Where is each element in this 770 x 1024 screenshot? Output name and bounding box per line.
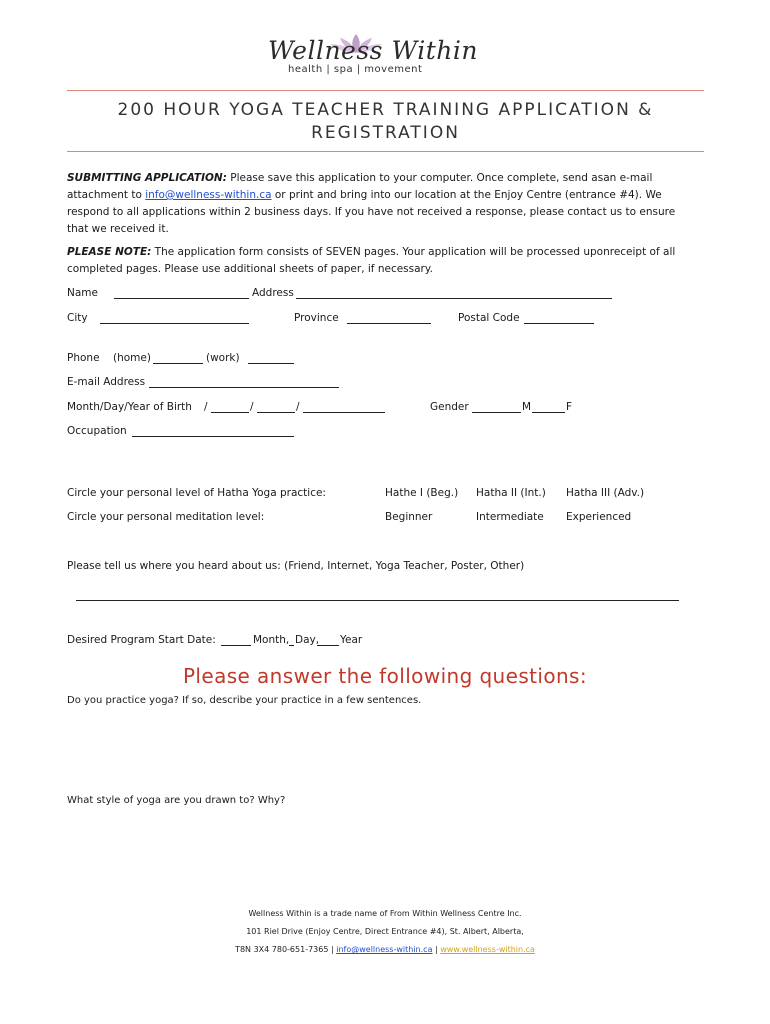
occupation-field[interactable] [132,425,294,437]
phone-home-label: (home) [113,352,151,364]
email-link[interactable]: info@wellness-within.ca [145,189,272,201]
email-address-field[interactable] [149,376,339,388]
footer-website-link[interactable]: www.wellness-within.ca [440,945,535,954]
footer-address-phone: T8N 3X4 780-651-7365 | [235,945,337,954]
occupation-label: Occupation [67,425,127,437]
phone-work-field[interactable] [248,352,294,364]
footer-email-link[interactable]: info@wellness-within.ca [336,945,433,954]
submitting-text-1: Please save this application to your computer. Once complete, send asan e-mail attachment to [67,172,653,201]
meditation-option-1[interactable]: Beginner [385,511,433,523]
footer-separator: | [432,945,441,954]
submitting-label: SUBMITTING APPLICATION: [67,172,227,184]
gender-field[interactable] [472,401,521,413]
questions-heading: Please answer the following questions: [182,664,588,688]
note-label: PLEASE NOTE: [67,246,152,258]
start-month-field[interactable] [221,634,251,646]
birth-label: Month/Day/Year of Birth [67,401,192,413]
gender-m-field[interactable] [532,401,565,413]
birth-year-field[interactable] [303,401,385,413]
address-label: Address [252,287,294,299]
hatha-option-2[interactable]: Hatha II (Int.) [476,487,546,499]
phone-home-field[interactable] [153,352,203,364]
city-label: City [67,312,88,324]
city-field[interactable] [100,312,249,324]
page-title: 200 HOUR YOGA TEACHER TRAINING APPLICATION & REGISTRATION [117,100,654,143]
phone-label: Phone [67,352,100,364]
logo-tagline: health | spa | movement [288,64,423,75]
answer-1-area[interactable] [67,712,699,782]
logo [268,32,478,80]
postal-code-label: Postal Code [458,312,520,324]
heard-about-label: Please tell us where you heard about us: (Friend, Internet, Yoga Teacher, Poster, Other) [67,560,525,572]
meditation-label: Circle your personal meditation level: [67,511,265,523]
hatha-label: Circle your personal level of Hatha Yoga practice: [67,487,326,499]
meditation-option-3[interactable]: Experienced [566,511,632,523]
start-day-field[interactable] [289,634,294,646]
start-day-label: Day, [295,634,320,646]
note-paragraph [67,244,699,278]
hatha-option-1[interactable]: Hathe I (Beg.) [385,487,459,499]
phone-work-label: (work) [206,352,240,364]
submitting-paragraph [67,170,699,238]
gender-m-label: M [522,401,532,413]
meditation-option-2[interactable]: Intermediate [476,511,544,523]
answer-2-area[interactable] [67,812,699,892]
address-field[interactable] [296,287,612,299]
note-text: The application form consists of SEVEN pages. Your application will be processed uponreceipt of all completed pages. Please use additional sheets of paper, if necessary. [67,246,676,275]
logo-name: Wellness Within [268,36,478,65]
start-date-label: Desired Program Start Date: [67,634,216,646]
start-month-label: Month, [253,634,290,646]
hatha-option-3[interactable]: Hatha III (Adv.) [566,487,645,499]
birth-month-field[interactable] [211,401,249,413]
birth-slash-3: / [296,401,300,413]
footer-line-2: 101 Riel Drive (Enjoy Centre, Direct Entrance #4), St. Albert, Alberta, [246,927,524,936]
question-1: Do you practice yoga? If so, describe your practice in a few sentences. [67,695,422,706]
birth-day-field[interactable] [257,401,295,413]
gender-f-label: F [566,401,573,413]
submitting-text-2: or print and bring into our location at the Enjoy Centre (entrance #4). We respond to all applications within 2 business days. If you have not received a response, please contact us to ensure that we received it. [67,189,676,235]
postal-code-field[interactable] [524,312,594,324]
question-2: What style of yoga are you drawn to? Why? [67,795,286,806]
name-field[interactable] [114,287,249,299]
footer-line-3 [0,945,770,954]
birth-slash-2: / [250,401,254,413]
start-year-field[interactable] [317,634,339,646]
title-top-rule [67,90,704,91]
start-year-label: Year [340,634,363,646]
gender-label: Gender [430,401,469,413]
title-bottom-rule [67,151,704,152]
birth-slash-1: / [204,401,208,413]
email-address-label: E-mail Address [67,376,146,388]
name-label: Name [67,287,98,299]
heard-about-field[interactable] [76,600,679,601]
footer-line-1: Wellness Within is a trade name of From Within Wellness Centre Inc. [248,909,522,918]
province-field[interactable] [347,312,431,324]
province-label: Province [294,312,339,324]
